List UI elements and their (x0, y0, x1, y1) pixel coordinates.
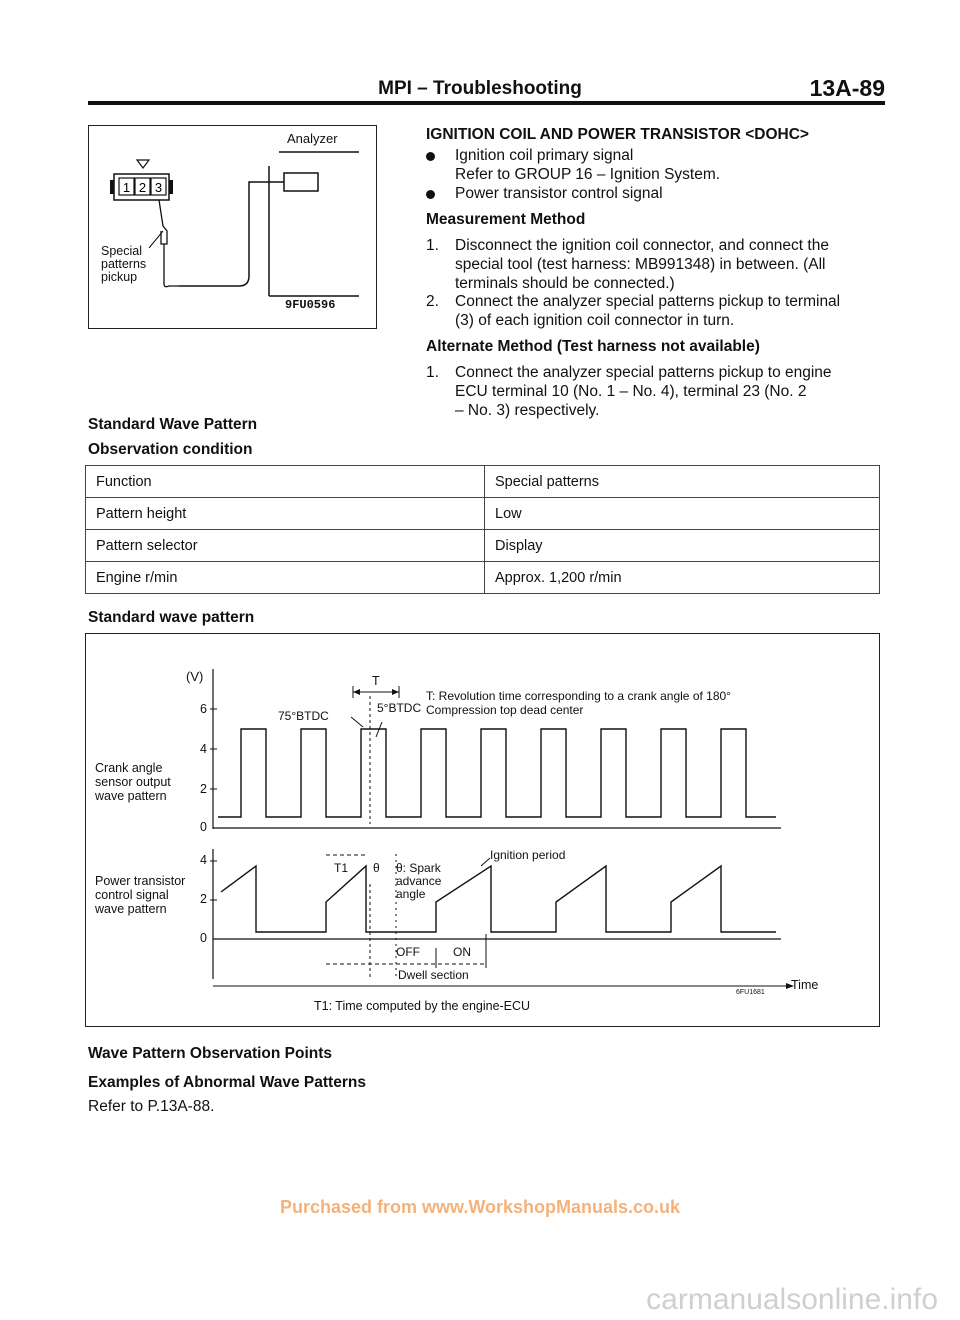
footer-site: carmanualsonline.info (646, 1283, 938, 1316)
volt-unit: (V) (186, 669, 204, 684)
pin-3: 3 (154, 180, 163, 195)
bullet-1: Ignition coil primary signal Refer to GROUP 16 – Ignition System. (455, 147, 721, 183)
wave-pattern-figure (85, 633, 880, 1027)
measurement-step-num: 2. (426, 293, 439, 310)
upper-tick: 2 (200, 782, 207, 796)
bullet-2: Power transistor control signal (455, 185, 663, 202)
t1-label: T1 (334, 861, 349, 875)
watermark: Purchased from www.WorkshopManuals.co.uk (279, 1197, 681, 1217)
alternate-step-num: 1. (426, 364, 439, 381)
crank-label: Crank angle sensor output wave pattern (95, 761, 171, 803)
table-cell: Engine r/min (86, 562, 485, 594)
page-title: MPI – Troubleshooting (378, 78, 582, 99)
power-label: Power transistor control signal wave pattern (95, 874, 186, 916)
observation-points-heading: Wave Pattern Observation Points (88, 1045, 333, 1062)
analyzer-label: Analyzer (287, 131, 338, 146)
theta-label: θ (373, 861, 380, 875)
table-cell: Special patterns (485, 466, 880, 498)
table-cell: Pattern height (86, 498, 485, 530)
table-row (86, 498, 880, 530)
abnormal-reference: Refer to P.13A-88. (88, 1098, 215, 1115)
bullet-dot (426, 190, 435, 199)
pickup-label: Special patterns pickup (101, 244, 147, 284)
table-cell: Approx. 1,200 r/min (485, 562, 880, 594)
lower-tick: 4 (200, 853, 207, 867)
observation-table (85, 465, 880, 594)
crank-wave-line (218, 729, 776, 817)
on-label: ON (453, 945, 471, 959)
analyzer-unit (284, 173, 318, 191)
t-note: T: Revolution time corresponding to a crank angle of 180° (426, 689, 731, 703)
section-heading: IGNITION COIL AND POWER TRANSISTOR <DOHC> (426, 126, 809, 143)
pin-1: 1 (122, 180, 131, 195)
observation-heading: Observation condition (88, 441, 253, 458)
measurement-step-2: Connect the analyzer special patterns pickup to terminal (3) of each ignition coil connector in turn. (455, 293, 841, 329)
tdc-note: Compression top dead center (426, 703, 584, 717)
table-cell: Pattern selector (86, 530, 485, 562)
table-row (86, 466, 880, 498)
table-row (86, 530, 880, 562)
standard-wave-heading: Standard Wave Pattern (88, 416, 258, 433)
pickup-probe (159, 200, 167, 244)
btdc75-label: 75°BTDC (278, 709, 329, 723)
measurement-step-num: 1. (426, 237, 439, 254)
abnormal-heading: Examples of Abnormal Wave Patterns (88, 1074, 366, 1091)
ignition-period-label: Ignition period (490, 848, 566, 862)
btdc5-label: 5°BTDC (377, 701, 422, 715)
alternate-step-1: Connect the analyzer special patterns pickup to engine ECU terminal 10 (No. 1 – No. 4), terminal 23 (No. 2 – No. 3) respectively. (455, 364, 832, 419)
t1-footnote: T1: Time computed by the engine-ECU (314, 999, 531, 1013)
pin-2: 2 (138, 180, 147, 195)
upper-tick: 4 (200, 742, 207, 756)
alternate-heading: Alternate Method (Test harness not available) (426, 338, 760, 355)
dwell-label: Dwell section (398, 968, 469, 982)
lower-tick: 2 (200, 892, 207, 906)
upper-tick: 0 (200, 820, 207, 834)
table-cell: Function (86, 466, 485, 498)
measurement-step-1: Disconnect the ignition coil connector, and connect the special tool (test harness: MB991348) in between. (All terminals should be connected.) (455, 237, 829, 292)
figure-code: 6FU1681 (736, 989, 765, 996)
page-number: 13A-89 (809, 75, 885, 101)
measurement-heading: Measurement Method (426, 211, 586, 228)
figure-code: 9FU0596 (285, 298, 336, 312)
table-row (86, 562, 880, 594)
wave-heading: Standard wave pattern (88, 609, 255, 626)
table-cell: Display (485, 530, 880, 562)
header-rule (88, 101, 885, 105)
analyzer-connection-figure (88, 125, 377, 329)
spark-advance-label: θ: Spark advance angle (396, 861, 442, 901)
table-cell: Low (485, 498, 880, 530)
time-label: Time (791, 978, 819, 992)
lower-tick: 0 (200, 931, 207, 945)
connector-latch (137, 160, 149, 168)
t-label: T (372, 674, 380, 688)
bullet-dot (426, 152, 435, 161)
power-wave-line (221, 866, 776, 932)
upper-tick: 6 (200, 702, 207, 716)
off-label: OFF (396, 945, 420, 959)
